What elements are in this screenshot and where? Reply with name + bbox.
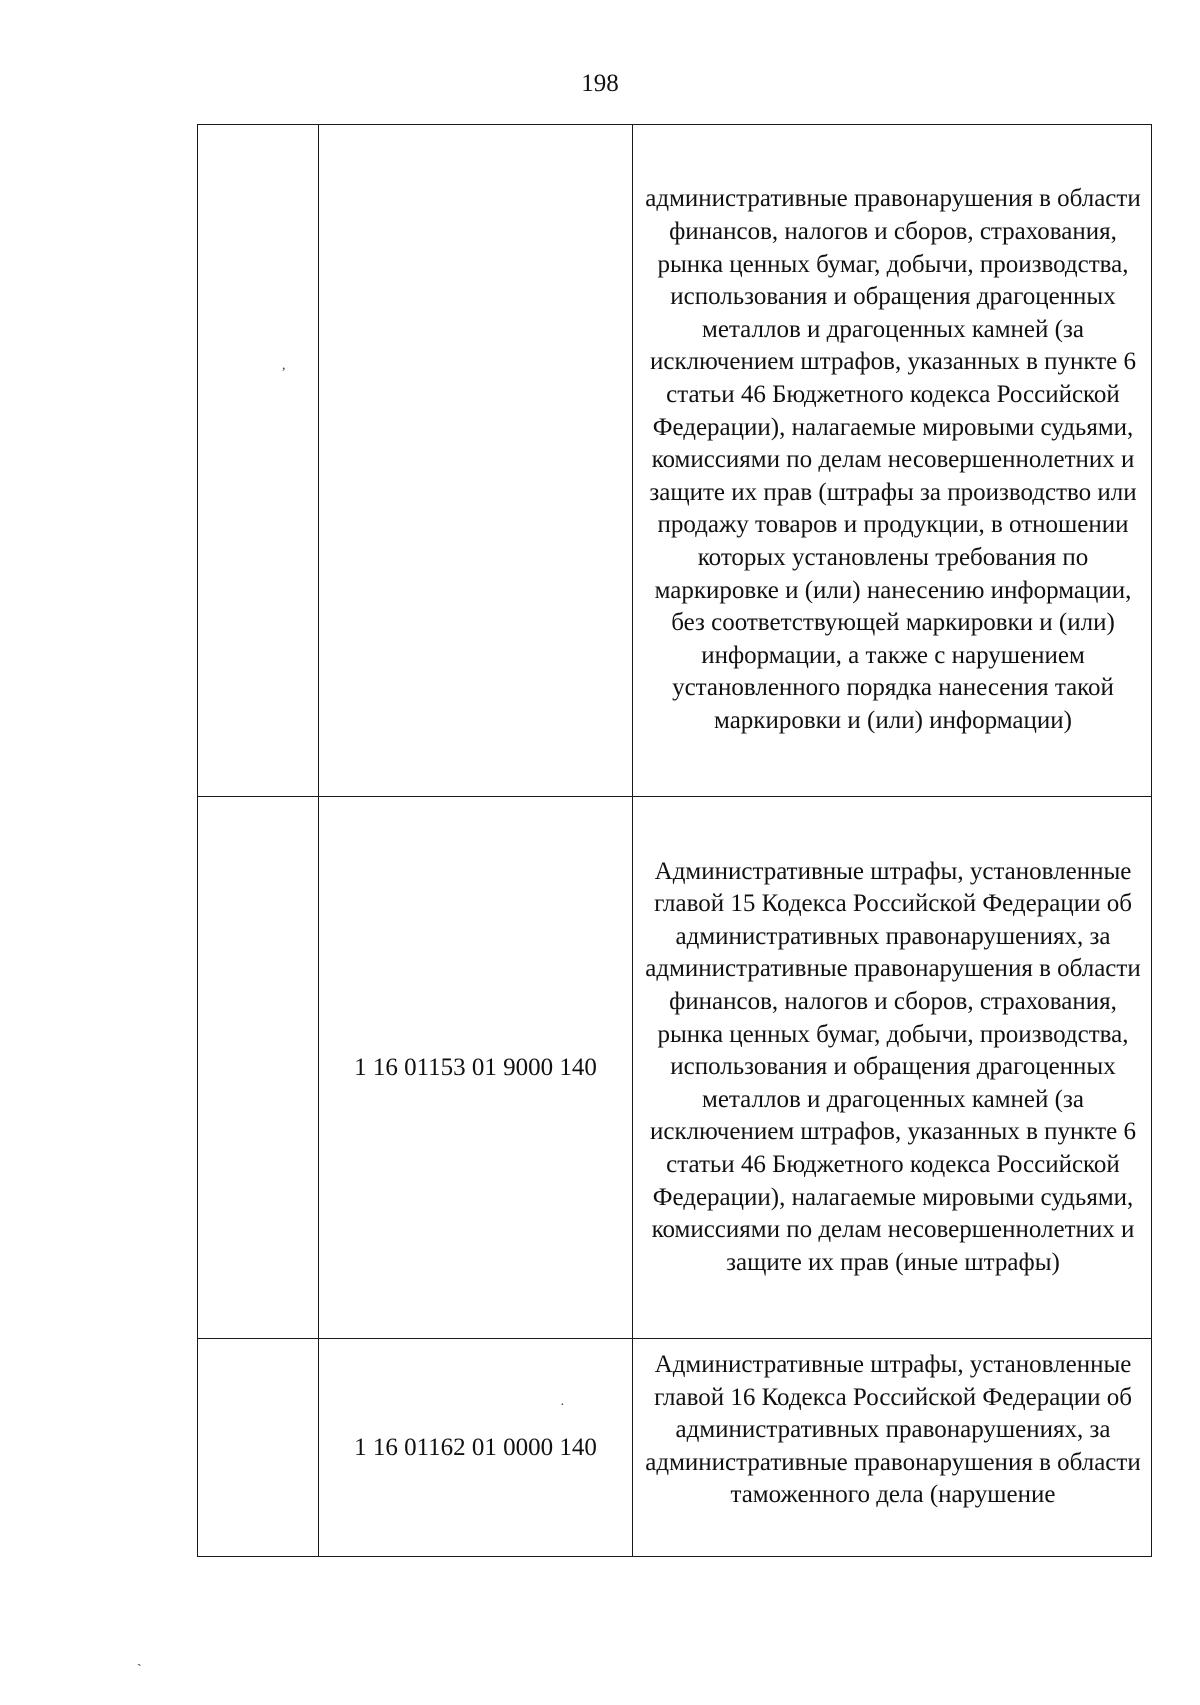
scan-speck: · (560, 1398, 565, 1413)
budget-code-cell: 1 16 01162 01 0000 140 (319, 1339, 633, 1557)
table-row (198, 125, 1152, 797)
description-cell: Административные штрафы, установленные главой 15 Кодекса Российской Федерации об административных правонарушениях, за административные правонарушения в области финансов, налогов и сборов, страхования, рынка ценных бумаг, добычи, производства, использования и обращения драгоценных металлов и драгоценных камней (за исключением штрафов, указанных в пункте 6 статьи 46 Бюджетного кодекса Российской Федерации), налагаемые мировыми судьями, комиссиями по делам несовершеннолетних и защите их прав (иные штрафы) (633, 797, 1152, 1339)
budget-code-cell (319, 125, 633, 797)
budget-classification-table (197, 124, 1152, 1557)
table-row (198, 1339, 1152, 1557)
row-index-cell (198, 125, 319, 797)
description-cell: Административные штрафы, установленные главой 16 Кодекса Российской Федерации об административных правонарушениях, за административные правонарушения в области таможенного дела (нарушение (633, 1339, 1152, 1557)
budget-code-cell: 1 16 01153 01 9000 140 (319, 797, 633, 1339)
table-row (198, 797, 1152, 1339)
row-index-cell (198, 797, 319, 1339)
scan-speck: , (282, 358, 286, 373)
page-number: 198 (581, 70, 619, 97)
description-cell: административные правонарушения в области финансов, налогов и сборов, страхования, рынка ценных бумаг, добычи, производства, использования и обращения драгоценных металлов и драгоценных камней (за исключением штрафов, указанных в пункте 6 статьи 46 Бюджетного кодекса Российской Федерации), налагаемые мировыми судьями, комиссиями по делам несовершеннолетних и защите их прав (штрафы за производство или продажу товаров и продукции, в отношении которых установлены требования по маркировке и (или) нанесению информации, без соответствующей маркировки и (или) информации, а также с нарушением установленного порядка нанесения такой маркировки и (или) информации) (633, 125, 1152, 797)
row-index-cell (198, 1339, 319, 1557)
scan-speck: ˎ (137, 1652, 142, 1667)
